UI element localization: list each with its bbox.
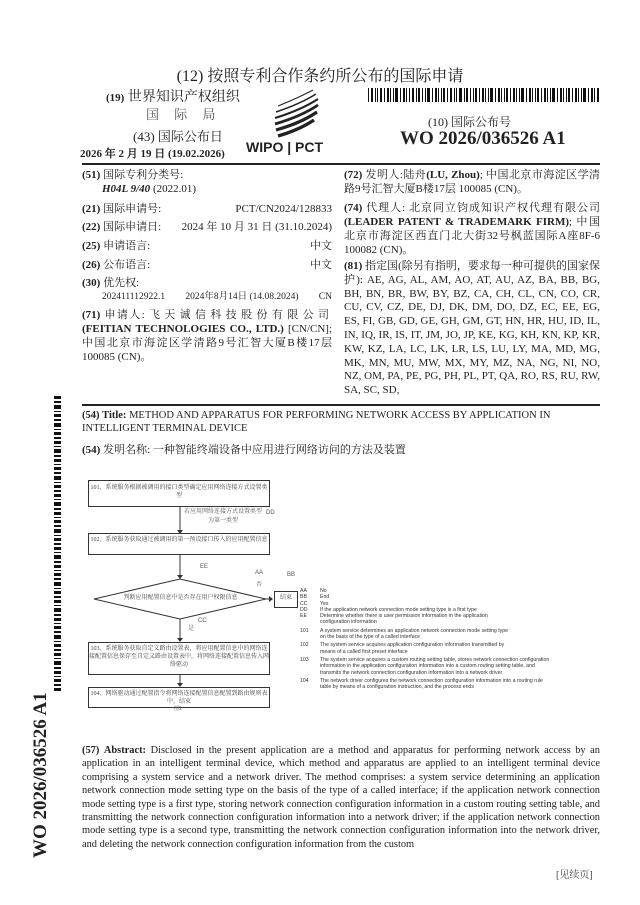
barcode-top xyxy=(368,88,600,102)
field-22-filing-date: (22) 国际申请日: 2024 年 10 月 31 日 (31.10.2024) xyxy=(82,221,332,233)
legend-row: EE Determine whether there is user permission information in the application configuration information xyxy=(300,613,488,626)
publication-date-label: (43) 国际公布日 xyxy=(133,129,223,144)
field-74-agent: (74) 代理人: 北京同立钧成知识产权代理有限公司(LEADER PATENT & TRADEMARK FIRM); 中国北京市海淀区西直门北大街32号枫蓝国际A座8F-6 100082 (CN)。 xyxy=(344,202,601,256)
legend-row: DD If the application network connection mode setting type is a first type xyxy=(300,606,477,613)
legend-row: 104 The network driver configures the network connection configuration information into a routing rule table by means of a configuration instruction, and the process ends xyxy=(300,677,543,691)
international-bureau: 国 际 局 xyxy=(146,107,222,122)
flow-step-103: 103、系统服务获取自定义路由设置表，将应用配置信息中的网络连接配置信息保存至自定义路由设置表中，将网络连接配置信息传入网络驱动 xyxy=(88,642,270,675)
publication-number: WO 2026/036526 A1 xyxy=(400,128,566,149)
header-divider xyxy=(82,163,600,165)
legend-row: 103 The system service acquires a custom routing setting table, stores network connection configuration information in the application configuration information into a custom routing setting table, and transmits the network connection configuration information into a network driver xyxy=(300,656,550,676)
wipo-pct-logo xyxy=(238,86,358,156)
flow-step-102: 102、系统服务获取通过被调用的第一预设接口传入的应用配置信息 xyxy=(88,533,270,555)
side-barcode xyxy=(54,396,61,691)
priority-date: 2024年8月14日 (14.08.2024) xyxy=(185,292,299,302)
field-21-application-number: (21) 国际申请号: PCT/CN2024/128833 xyxy=(82,203,332,215)
applicant-name-zh: 飞天诚信科技股份有限公司 xyxy=(148,309,333,321)
flow-end: 结束 xyxy=(274,591,298,608)
country-list: AE, AG, AL, AM, AO, AT, AU, AZ, BA, BB, BG, BH, BN, BR, BW, BY, BZ, CA, CH, CL, CN, CO, CR, CU, CV, CZ, DE, DJ, DK, DM, DO, DZ, EC, EE, EG, ES, FI, GB, GD, GE, GH, GM, GT, HN, HR, HU, ID, IL, IN, IQ, IR, IS, IT, JM, JO, JP, KE, KG, KH, KN, KP, KR, KW, KZ, LA, LC, LK, LR, LS, LU, LY, MA, MD, MG, MK, MN, MU, MW, MX, MY, MZ, NA, NG, NI, NO, NZ, OM, PA, PE, PG, PH, PL, PT, QA, RO, RS, RU, RW, SA, SC, SD, xyxy=(344,273,601,397)
ipc-code: H04L 9/40 xyxy=(102,183,151,195)
flow-step-101: 101、系统服务根据被调用的接口类型确定应用网络连接方式设置类型 xyxy=(88,480,270,507)
field-51-ipc: (51) 国际专利分类号: H04L 9/40 (2022.01) xyxy=(82,169,197,195)
field-30-priority: (30) 优先权: 202411112922.1 2024年8月14日 (14.08.2024) CN xyxy=(82,277,332,302)
org-code: (19) xyxy=(106,92,125,104)
org-name-text: 世界知识产权组织 xyxy=(127,90,240,105)
organization-name xyxy=(106,86,240,106)
legend-row: AA No xyxy=(300,588,327,594)
flowchart-figure: 101、系统服务根据被调用的接口类型确定应用网络连接方式设置类型 若应用网络连接方式设置类型为第一类型 DD 102、系统服务获取通过被调用的第一预设接口传入的应用配置信息 EE 判断应用配置信息中是否存在用户权限信息 AA 否 BB 结束 是 CC 103、系统服务获取自定义路由设置表，将应用配置信息中的网络连接配置信息保存至自定义路由设置表中，将网络连接配置信息传入网络驱动 104、网络驱动通过配置指令将网络连接配置信息配置到路由规则表中，结束 图1 xyxy=(88,478,298,708)
abstract: (57) Abstract: Disclosed in the present application are a method and apparatus for performing network access by an application in an intelligent terminal device, which method and apparatus are applied to an intelligent terminal device comprising a system service and a network driver. The method comprises: a system service determining an application network connection mode setting type on the basis of the type of a called interface; if the application network connection mode setting type is a first type, storing network connection configuration information in a custom routing setting table, and transmitting the network connection configuration information into a network driver; if the application network connection mode setting type is a second type, transmitting the network connection configuration information into the network driver, and deleting the network connection configuration information from the custom xyxy=(82,745,600,850)
figure-caption: 图1 xyxy=(174,706,182,712)
side-publication-number: WO 2026/036526 A1 xyxy=(30,692,51,858)
title-chinese: (54) 发明名称: 一种智能终端设备中应用进行网络访问的方法及装置 xyxy=(82,444,406,456)
svg-text:WIPO | PCT: WIPO | PCT xyxy=(246,139,324,155)
flow-step-104: 104、网络驱动通过配置指令将网络连接配置信息配置到路由规则表中，结束 xyxy=(88,687,270,708)
title-divider xyxy=(82,404,600,406)
flowchart-legend xyxy=(300,588,600,690)
field-71-applicant: (71) 申请人: 飞天诚信科技股份有限公司 (FEITIAN TECHNOLOGIES CO., LTD.) [CN/CN]; 中国北京市海淀区学清路9号汇智大厦B楼17层 100085 (CN)。 xyxy=(82,309,333,363)
field-81-designated-states: (81) 指定国(除另有指明，要求每一种可提供的国家保护): AE, AG, AL, AM, AO, AT, AU, AZ, BA, BB, BG, BH, BN, BR, BW, BY, BZ, CA, CH, CL, CN, CO, CR, CU, CV, CZ, DE, DJ, DK, DM, DO, DZ, EC, EE, EG, ES, FI, GB, GD, GE, GH, GM, GT, HN, HR, HU, ID, IL, IN, IQ, IR, IS, IT, JM, JO, JP, KE, KG, KH, KN, KP, KR, KW, KZ, LA, LC, LK, LR, LS, LU, LY, MA, MD, MG, MK, MN, MU, MW, MX, MY, MZ, NA, NG, NI, NO, NZ, OM, PA, PE, PG, PH, PL, PT, QA, RO, RS, RU, RW, SA, SC, SD, xyxy=(344,260,601,397)
legend-row: BB End xyxy=(300,594,330,601)
wipo-globe-icon xyxy=(238,86,358,156)
continued-on-next-page: [见续页] xyxy=(556,870,593,881)
priority-country: CN xyxy=(318,292,332,302)
legend-row: CC Yes xyxy=(300,600,329,607)
field-25-filing-language: (25) 申请语言: 中文 xyxy=(82,240,332,252)
title-english: (54) Title: METHOD AND APPARATUS FOR PERFORMING NETWORK ACCESS BY APPLICATION IN INTELLIGENT TERMINAL DEVICE xyxy=(82,410,551,434)
field-72-inventor: (72) 发明人:陆舟(LU, Zhou); 中国北京市海淀区学清路9号汇智大厦B楼17层 100085 (CN)。 xyxy=(344,169,600,195)
flow-decision: 判断应用配置信息中是否存在用户权限信息 xyxy=(123,595,238,601)
legend-row: 101 A system service determines an application network connection mode setting type on the basis of the type of a called interface xyxy=(300,627,509,641)
applicant-name-en: (FEITIAN TECHNOLOGIES CO., LTD.) xyxy=(82,323,284,335)
publication-number-label: (10) 国际公布号 xyxy=(428,115,511,129)
legend-row: 102 The system service acquires application configuration information transmitted by means of a called first preset interface xyxy=(300,642,505,655)
flow-condition-dd: 若应用网络连接方式设置类型为第一类型 xyxy=(183,509,262,524)
field-26-publication-language: (26) 公布语言: 中文 xyxy=(82,259,332,271)
publication-date-value: 2026 年 2 月 19 日 (19.02.2026) xyxy=(80,148,225,160)
document-type-heading: (12) 按照专利合作条约所公布的国际申请 xyxy=(176,68,464,85)
priority-number: 202411112922.1 xyxy=(102,292,166,302)
